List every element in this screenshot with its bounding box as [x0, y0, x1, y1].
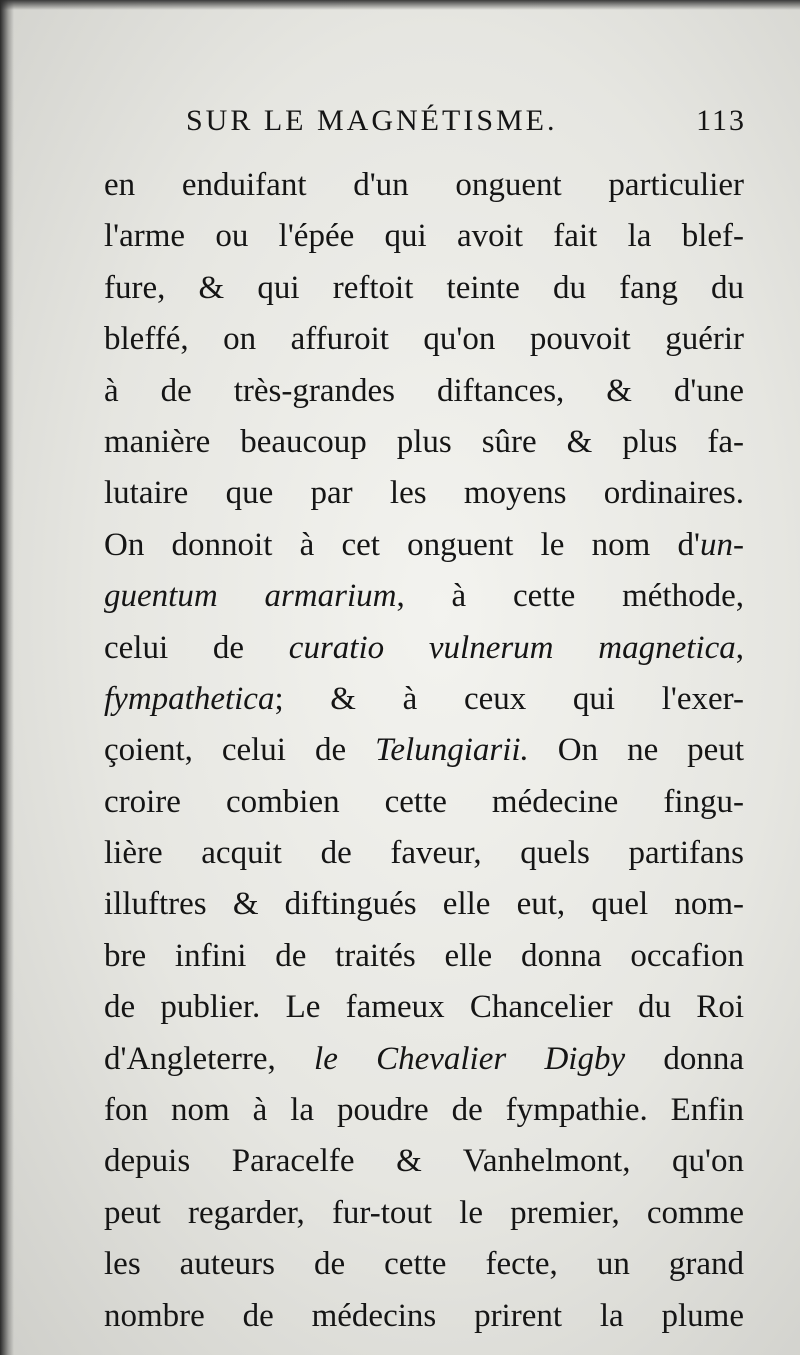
- text-run: les auteurs de cette fecte, un grand: [104, 1246, 744, 1283]
- text-run: à de très-grandes diftances, & d'une: [104, 372, 744, 409]
- page-number: 113: [696, 104, 746, 137]
- text-run: croire combien cette médecine fingu-: [104, 783, 744, 820]
- text-line: [104, 777, 744, 828]
- text-line: [104, 468, 744, 519]
- running-title: SUR LE MAGNÉTISME.: [186, 104, 558, 137]
- text-run: çoient, celui de: [104, 732, 376, 769]
- text-run: depuis Paracelfe & Vanhelmont, qu'on: [104, 1143, 744, 1180]
- text-run: fon nom à la poudre de fympathie. Enfin: [104, 1092, 744, 1129]
- text-run: lutaire que par les moyens ordinaires.: [104, 475, 744, 512]
- text-run: illuftres & diftingués elle eut, quel nom-: [104, 886, 744, 923]
- text-line: [104, 828, 744, 879]
- text-line: [104, 725, 744, 776]
- text-run: bleffé, on affuroit qu'on pouvoit guérir: [104, 321, 744, 358]
- italic-text: Telungiarii.: [375, 732, 529, 769]
- text-run: en enduifant d'un onguent particulier: [104, 167, 744, 203]
- page-gutter-shadow: [0, 0, 14, 1355]
- text-line: [104, 1034, 744, 1085]
- page-top-shadow: [0, 0, 800, 10]
- text-run: de publier. Le fameux Chancelier du Roi: [104, 989, 744, 1026]
- text-run: donna: [625, 1040, 744, 1077]
- text-run: peut regarder, fur-tout le premier, comme: [104, 1194, 744, 1231]
- text-line: [104, 674, 744, 725]
- text-line: [104, 263, 744, 314]
- italic-text: fympathetica: [104, 680, 275, 717]
- italic-text: guentum armarium: [104, 578, 397, 615]
- text-run: On donnoit à cet onguent le nom d': [104, 526, 700, 563]
- italic-text: un-: [700, 526, 744, 563]
- text-line: [104, 520, 744, 571]
- text-line: [104, 571, 744, 622]
- text-line: [104, 879, 744, 930]
- text-line: [104, 417, 744, 468]
- text-run: fure, & qui reftoit teinte du fang du: [104, 269, 744, 306]
- text-line: [104, 1291, 744, 1342]
- text-line: [104, 314, 744, 365]
- text-line: [104, 931, 744, 982]
- text-line: [104, 1239, 744, 1290]
- text-run: , à cette méthode,: [396, 578, 744, 615]
- text-line: [104, 1136, 744, 1187]
- text-run: manière beaucoup plus sûre & plus fa-: [104, 423, 744, 460]
- text-line: [104, 211, 744, 262]
- text-run: l'arme ou l'épée qui avoit fait la blef-: [104, 218, 744, 255]
- running-header: [186, 104, 746, 154]
- italic-text: curatio vulnerum magnetica: [288, 629, 736, 666]
- italic-text: le Chevalier Digby: [314, 1040, 626, 1077]
- text-run: ,: [735, 629, 744, 666]
- text-run: lière acquit de faveur, quels partifans: [104, 835, 744, 872]
- text-run: On ne peut: [528, 732, 744, 769]
- text-run: ; & à ceux qui l'exer-: [274, 680, 744, 717]
- text-line: [104, 1188, 744, 1239]
- text-run: d'Angleterre,: [104, 1040, 315, 1077]
- text-run: bre infini de traités elle donna occafion: [104, 937, 744, 974]
- text-line: [104, 623, 744, 674]
- text-line: [104, 1085, 744, 1136]
- text-run: nombre de médecins prirent la plume: [104, 1297, 744, 1334]
- text-run: celui de: [104, 629, 289, 666]
- text-line: [104, 982, 744, 1033]
- text-line: [104, 160, 744, 211]
- text-line: [104, 366, 744, 417]
- body-text: [104, 160, 744, 1342]
